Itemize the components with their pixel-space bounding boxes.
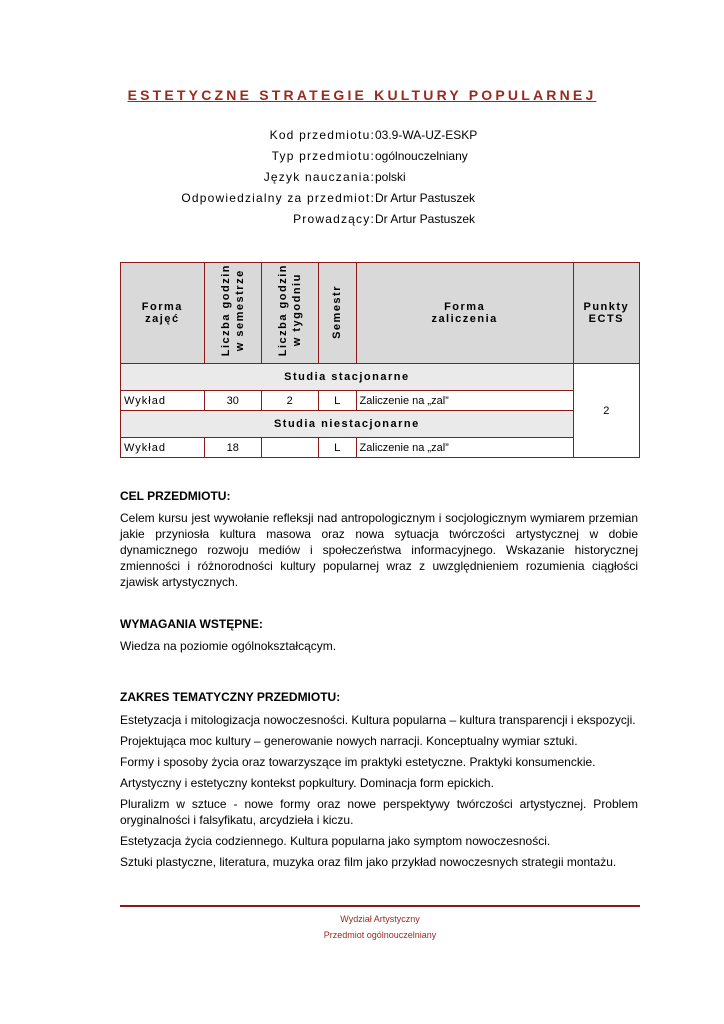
section-row-stationary: [121, 364, 640, 391]
meta-value: Dr Artur Pastuszek: [375, 191, 476, 205]
table-header-row: [121, 263, 640, 364]
cell-forma: Wykład: [121, 438, 205, 458]
meta-label: Prowadzący:: [293, 212, 375, 226]
cell-zaliczenie: Zaliczenie na „zal”: [356, 391, 573, 411]
footer-divider: [120, 905, 640, 907]
header-ects: [573, 263, 639, 364]
header-zaliczenie: [356, 263, 573, 364]
meta-value: Dr Artur Pastuszek: [375, 212, 476, 226]
meta-value: ogólnouczelniany: [375, 149, 468, 163]
header-forma-line2: zajęć: [145, 313, 180, 325]
meta-label: Język nauczania:: [263, 170, 375, 184]
header-semestr: [318, 263, 356, 364]
cell-godz-tyg: 2: [261, 391, 318, 411]
ects-value: 2: [573, 364, 639, 458]
header-ects-line1: Punkty: [583, 301, 630, 313]
section-zakres: [120, 689, 638, 875]
meta-value: 03.9-WA-UZ-ESKP: [375, 128, 478, 142]
section-label: Studia niestacjonarne: [121, 411, 574, 438]
course-meta: [120, 128, 640, 233]
header-godz-tyg: [261, 263, 318, 364]
meta-label: Typ przedmiotu:: [271, 149, 375, 163]
cell-zaliczenie: Zaliczenie na „zal”: [356, 438, 573, 458]
cell-semestr: L: [318, 438, 356, 458]
document-title: ESTETYCZNE STRATEGIE KULTURY POPULARNEJ: [127, 87, 597, 103]
table-row: [121, 438, 640, 458]
section-text: Wiedza na poziomie ogólnokształcącym.: [120, 639, 337, 653]
course-table: [120, 262, 640, 458]
section-label: Studia stacjonarne: [121, 364, 574, 391]
topic-item: Formy i sposoby życia oraz towarzyszące im praktyki estetyczne. Praktyki konsumenckie.: [120, 755, 596, 769]
header-godz-tyg-text: Liczba godzin w tygodniu: [276, 263, 303, 356]
meta-label: Kod przedmiotu:: [269, 128, 375, 142]
cell-godz-sem: 18: [204, 438, 261, 458]
cell-godz-tyg: [261, 438, 318, 458]
meta-row-type: [120, 149, 640, 170]
topic-item: Estetyzacja życia codziennego. Kultura popularna jako symptom nowoczesności.: [120, 834, 551, 848]
header-zal-line1: Forma: [444, 301, 486, 313]
section-heading: WYMAGANIA WSTĘPNE:: [120, 617, 263, 631]
topic-item: Sztuki plastyczne, literatura, muzyka oraz film jako przykład nowoczesnych strategii montażu.: [120, 855, 617, 869]
header-semestr-text: Semestr: [331, 284, 344, 339]
section-text: Celem kursu jest wywołanie refleksji nad antropologicznym i socjologicznym wymiarem przemian jakie przyniosła kultura masowa oraz nowa sytuacja twórczości artystycznej w dobie dynamicznego rozwoju mediów i społeczeństwa informacyjnego. Wskazanie historycznej zmienności i różnorodności kultury popularnej wraz z uwzględnieniem rozumienia ciągłości zjawisk artystycznych.: [120, 511, 638, 589]
section-row-part-time: [121, 411, 640, 438]
section-heading: CEL PRZEDMIOTU:: [120, 489, 231, 503]
section-cel: [120, 488, 638, 595]
header-forma-line1: Forma: [141, 301, 183, 313]
meta-label: Odpowiedzialny za przedmiot:: [181, 191, 375, 205]
section-wymagania: [120, 616, 638, 659]
topic-item: Projektująca moc kultury – generowanie nowych narracji. Konceptualny wymiar sztuki.: [120, 734, 578, 748]
topic-item: Estetyzacja i mitologizacja nowoczesności. Kultura popularna – kultura transparencji i ekspozycji.: [120, 713, 636, 727]
footer-faculty: Wydział Artystyczny: [340, 914, 420, 924]
cell-forma: Wykład: [121, 391, 205, 411]
meta-row-lecturer: [120, 212, 640, 233]
footer-course-type: Przedmiot ogólnouczelniany: [323, 930, 437, 940]
header-godz-sem-text: Liczba godzin w semestrze: [219, 263, 246, 356]
table-row: [121, 391, 640, 411]
header-godz-sem: [204, 263, 261, 364]
meta-value: polski: [375, 170, 406, 184]
topic-item: Pluralizm w sztuce - nowe formy oraz nowe perspektywy twórczości artystycznej. Problem oryginalności i falsyfikatu, arcydzieła i kiczu.: [120, 797, 638, 827]
header-zal-line2: zaliczenia: [431, 313, 498, 325]
meta-row-responsible: [120, 191, 640, 212]
cell-godz-sem: 30: [204, 391, 261, 411]
header-ects-line2: ECTS: [588, 313, 625, 325]
topic-item: Artystyczny i estetyczny kontekst popkultury. Dominacja form epickich.: [120, 776, 494, 790]
section-heading: ZAKRES TEMATYCZNY PRZEDMIOTU:: [120, 690, 341, 704]
meta-row-code: [120, 128, 640, 149]
header-forma: [121, 263, 205, 364]
meta-row-language: [120, 170, 640, 191]
cell-semestr: L: [318, 391, 356, 411]
